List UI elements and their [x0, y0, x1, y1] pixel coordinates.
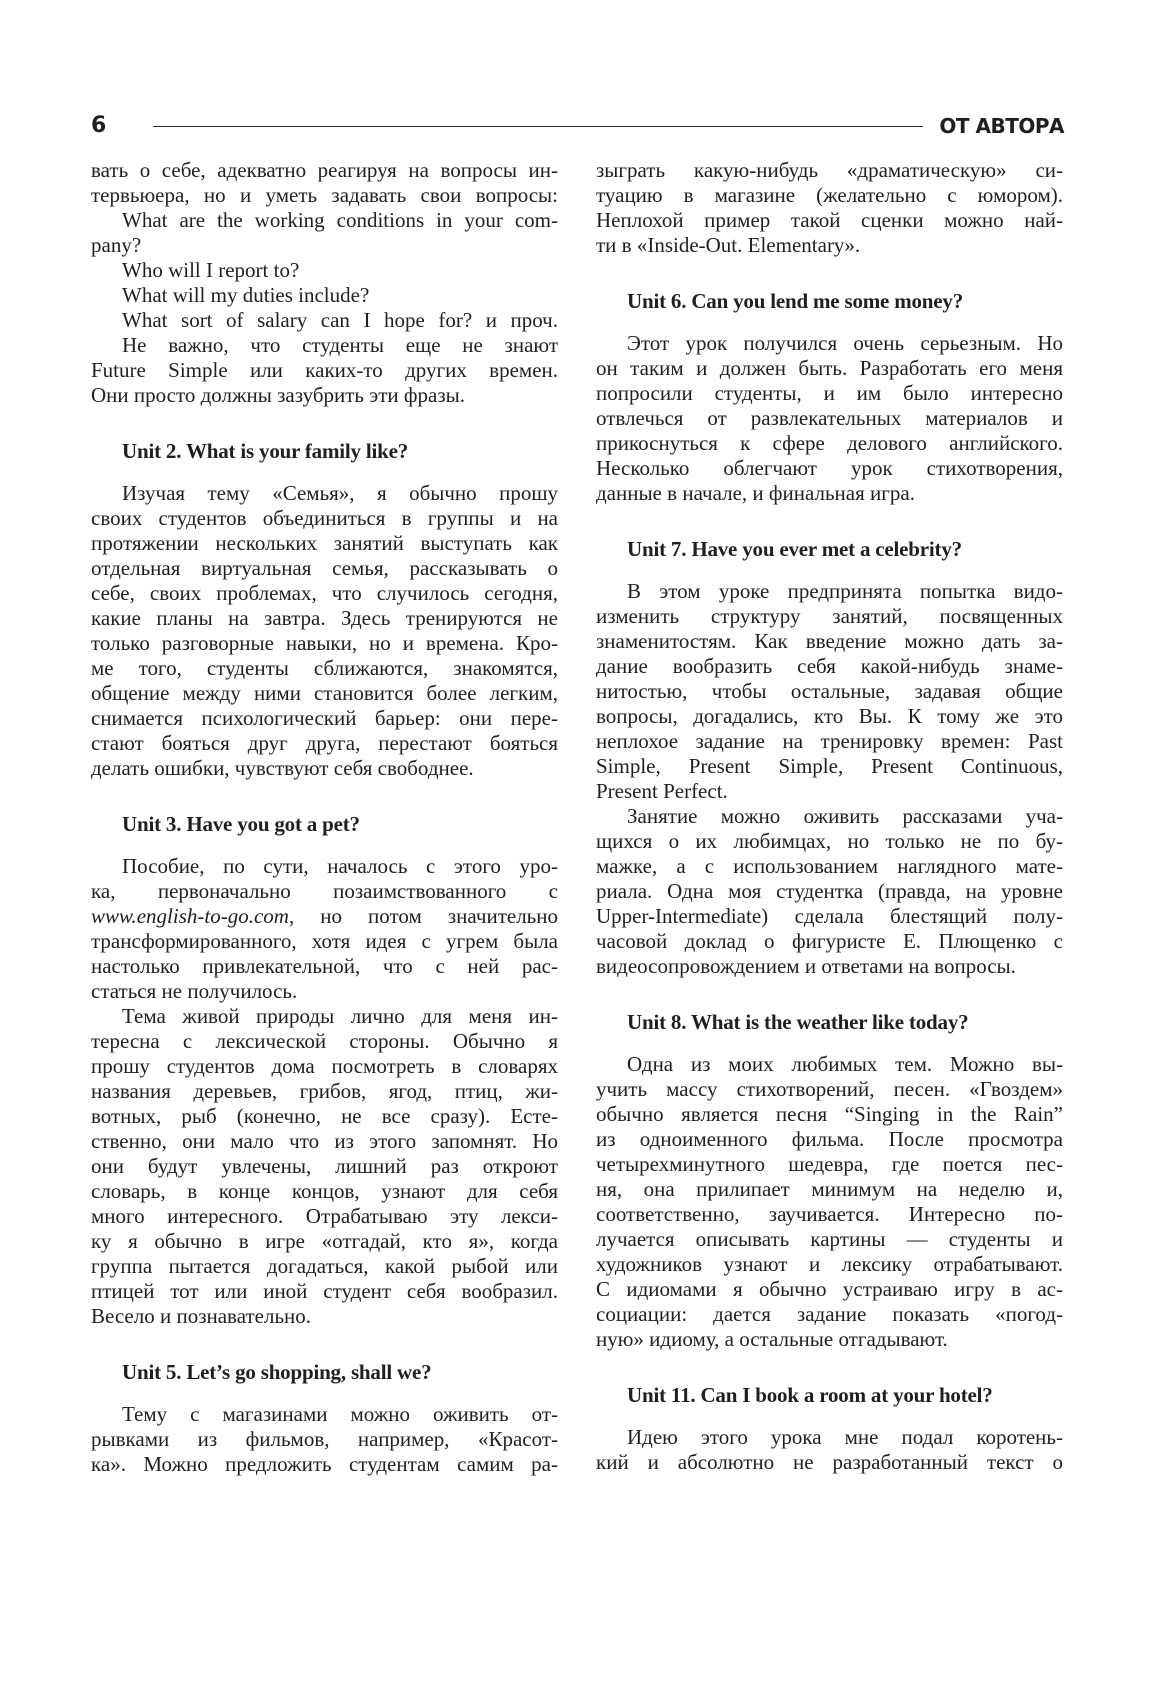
text-line: Одна из моих любимых тем. Можно вы-: [627, 1052, 1063, 1076]
section-heading-unit-6: Unit 6. Can you lend me some money?: [627, 289, 964, 313]
text-line: четырехминутного шедевра, где поется пес-: [596, 1152, 1063, 1176]
text-line: попросили студенты, и им было интересно: [596, 381, 1063, 405]
question-line: What will my duties include?: [122, 283, 370, 307]
section-heading-unit-2: Unit 2. What is your family like?: [122, 439, 409, 463]
text-line: Пособие, по сути, началось с этого уро-: [122, 854, 558, 878]
text-line: В этом уроке предпринята попытка видо-: [627, 579, 1063, 603]
text-line: Весело и познавательно.: [91, 1304, 312, 1328]
text-line: видеосопровождением и ответами на вопросы.: [596, 954, 1016, 978]
text-line: риала. Одна моя студентка (правда, на уровне: [596, 879, 1063, 903]
running-title: ОТ АВТОРА: [939, 114, 1064, 138]
paragraph-unit-11: [596, 1425, 1063, 1475]
text-line: делать ошибки, чувствуют себя свободнее.: [91, 756, 474, 780]
text-line: статься не получилось.: [91, 979, 298, 1003]
text-line: нитостью, чтобы остальные, задавая общие: [596, 679, 1063, 703]
text-line: группа пытается догадаться, какой рыбой или: [91, 1254, 558, 1278]
text-line: вотных, рыб (конечно, не все сразу). Есте-: [91, 1104, 558, 1128]
website-link[interactable]: www.english-to-go.com: [91, 904, 289, 928]
text-line: только разговорные навыки, но и времена. Кро-: [91, 631, 558, 655]
spacer: [596, 314, 1063, 331]
text-line: неплохое задание на тренировку времен: Past: [596, 729, 1063, 753]
text-line: кий и абсолютно не разработанный текст о: [596, 1450, 1063, 1474]
text-line: своих студентов объединиться в группы и на: [91, 506, 558, 530]
text-line: Present Perfect.: [596, 779, 728, 803]
text-line: часовой доклад о фигуристе Е. Плющенко с: [596, 929, 1063, 953]
text-line: из одноименного фильма. После просмотра: [596, 1127, 1063, 1151]
text-line: Неплохой пример такой сценки можно най-: [596, 208, 1063, 232]
page-header: [91, 110, 1064, 142]
question-line: What are the working conditions in your com-: [122, 208, 558, 232]
text-line: вать о себе, адекватно реагируя на вопросы ин-: [91, 158, 558, 182]
paragraph-unit-2: [91, 481, 558, 781]
text-line: мажке, а с использованием наглядного мате-: [596, 854, 1063, 878]
spacer: [91, 1329, 558, 1360]
text-line: художников узнают и лексику отрабатывают.: [596, 1252, 1063, 1276]
text-line: ка, первоначально позаимствованного с: [91, 879, 558, 903]
text-line: вопросы, догадались, кто Вы. К тому же это: [596, 704, 1063, 728]
spacer: [91, 464, 558, 481]
text-line: они будут увлечены, лишний раз откроют: [91, 1154, 558, 1178]
text-line: Несколько облегчают урок стихотворения,: [596, 456, 1063, 480]
text-line: ме того, студенты сближаются, знакомятся,: [91, 656, 558, 680]
text-line: знаменитостям. Как введение можно дать за-: [596, 629, 1063, 653]
text-line: Идею этого урока мне подал коротень-: [627, 1425, 1063, 1449]
text-line: ственно, они мало что из этого запомнят. Но: [91, 1129, 558, 1153]
text-line: много интересного. Отрабатываю эту лекси-: [91, 1204, 558, 1228]
paragraph-unit-7-2: [596, 804, 1063, 979]
text-line: дание вообразить себя какой-нибудь знаме-: [596, 654, 1063, 678]
text-line: зыграть какую-нибудь «драматическую» си-: [596, 158, 1063, 182]
spacer: [91, 1385, 558, 1402]
paragraph-unit-5-continued: [596, 158, 1063, 258]
section-heading-unit-11: Unit 11. Can I book a room at your hotel?: [627, 1383, 993, 1407]
section-heading-unit-3: Unit 3. Have you got a pet?: [122, 812, 360, 836]
text-line: Они просто должны зазубрить эти фразы.: [91, 383, 466, 407]
text-line: отдельная виртуальная семья, рассказывать о: [91, 556, 558, 580]
question-line: What sort of salary can I hope for? и проч.: [122, 308, 558, 332]
text-line: какие планы на завтра. Здесь тренируются не: [91, 606, 558, 630]
paragraph-unit-5: [91, 1402, 558, 1477]
text-line: словарь, в конце концов, узнают для себя: [91, 1179, 558, 1203]
text-line: Занятие можно оживить рассказами уча-: [627, 804, 1063, 828]
spacer: [596, 1352, 1063, 1383]
text-line: соответственно, заучивается. Интересно по-: [596, 1202, 1063, 1226]
page-number: 6: [91, 113, 106, 138]
text-line: стают бояться друг друга, перестают бояться: [91, 731, 558, 755]
text-line: снимается психологический барьер: они пере-: [91, 706, 558, 730]
text-line: [91, 904, 558, 929]
text-line: ти в «Inside-Out. Elementary».: [596, 233, 861, 257]
paragraph-unit-3-1: [91, 854, 558, 1004]
text-line: Simple, Present Simple, Present Continuous,: [596, 754, 1063, 778]
text-line: себе, своих проблемах, что случилось сегодня,: [91, 581, 558, 605]
text-line: Тему с магазинами можно оживить от-: [122, 1402, 558, 1426]
text-line: протяжении нескольких занятий выступать как: [91, 531, 558, 555]
text-line: ня, она прилипает минимум на неделю и,: [596, 1177, 1063, 1201]
text-line: ную» идиому, а остальные отгадывают.: [596, 1327, 948, 1351]
left-column: [91, 158, 558, 1477]
text-line: он таким и должен быть. Разработать его меня: [596, 356, 1063, 380]
spacer: [91, 408, 558, 439]
text-line: отвлечься от развлекательных материалов и: [596, 406, 1063, 430]
header-rule: [153, 126, 923, 127]
text-line: Изучая тему «Семья», я обычно прошу: [122, 481, 558, 505]
text-line: ку я обычно в игре «отгадай, кто я», когда: [91, 1229, 558, 1253]
paragraph-unit-6: [596, 331, 1063, 506]
section-heading-unit-8: Unit 8. What is the weather like today?: [627, 1010, 969, 1034]
text-line: тервьюера, но и уметь задавать свои вопросы:: [91, 183, 558, 207]
text-line: Upper-Intermediate) сделала блестящий полу-: [596, 904, 1063, 928]
paragraph-unit-3-2: [91, 1004, 558, 1329]
paragraph-note: [91, 333, 558, 408]
text-line: прикоснуться к сфере делового английского.: [596, 431, 1063, 455]
paragraph-intro: [91, 158, 558, 208]
text-line: ка». Можно предложить студентам самим ра-: [91, 1452, 558, 1476]
spacer: [596, 1408, 1063, 1425]
text-line: прошу студентов дома посмотреть в словарях: [91, 1054, 558, 1078]
interview-questions: [91, 208, 558, 333]
text-fragment: , но потом значительно: [288, 904, 558, 928]
paragraph-unit-7-1: [596, 579, 1063, 804]
text-line: Этот урок получился очень серьезным. Но: [627, 331, 1063, 355]
paragraph-unit-8: [596, 1052, 1063, 1352]
spacer: [596, 979, 1063, 1010]
text-line: туацию в магазине (желательно с юмором).: [596, 183, 1063, 207]
text-line: названия деревьев, грибов, ягод, птиц, жи-: [91, 1079, 558, 1103]
question-line: Who will I report to?: [122, 258, 300, 282]
right-column: [596, 158, 1063, 1475]
text-line: социации: дается задание показать «погод-: [596, 1302, 1063, 1326]
question-line: pany?: [91, 233, 142, 257]
spacer: [91, 837, 558, 854]
text-line: учить массу стихотворений, песен. «Гвоздем»: [596, 1077, 1063, 1101]
text-line: Не важно, что студенты еще не знают: [122, 333, 558, 357]
section-heading-unit-7: Unit 7. Have you ever met a celebrity?: [627, 537, 962, 561]
text-line: общение между ними становится более легким,: [91, 681, 558, 705]
spacer: [596, 258, 1063, 289]
text-line: Тема живой природы лично для меня ин-: [122, 1004, 558, 1028]
text-line: птицей тот или иной студент себя вообразил.: [91, 1279, 558, 1303]
text-line: изменить структуру занятий, посвященных: [596, 604, 1063, 628]
text-line: настолько привлекательной, что с ней рас-: [91, 954, 558, 978]
text-line: данные в начале, и финальная игра.: [596, 481, 915, 505]
text-line: обычно является песня “Singing in the Rain”: [596, 1102, 1063, 1126]
text-line: рывками из фильмов, например, «Красот-: [91, 1427, 558, 1451]
text-line: трансформированного, хотя идея с угрем была: [91, 929, 558, 953]
text-line: щихся о их любимцах, но только не по бу-: [596, 829, 1063, 853]
text-line: тересна с лексической стороны. Обычно я: [91, 1029, 558, 1053]
text-line: С идиомами я обычно устраиваю игру в ас-: [596, 1277, 1063, 1301]
spacer: [596, 506, 1063, 537]
text-line: лучается описывать картины — студенты и: [596, 1227, 1063, 1251]
spacer: [91, 781, 558, 812]
text-line: Future Simple или каких-то других времен.: [91, 358, 558, 382]
section-heading-unit-5: Unit 5. Let’s go shopping, shall we?: [122, 1360, 432, 1384]
spacer: [596, 1035, 1063, 1052]
spacer: [596, 562, 1063, 579]
